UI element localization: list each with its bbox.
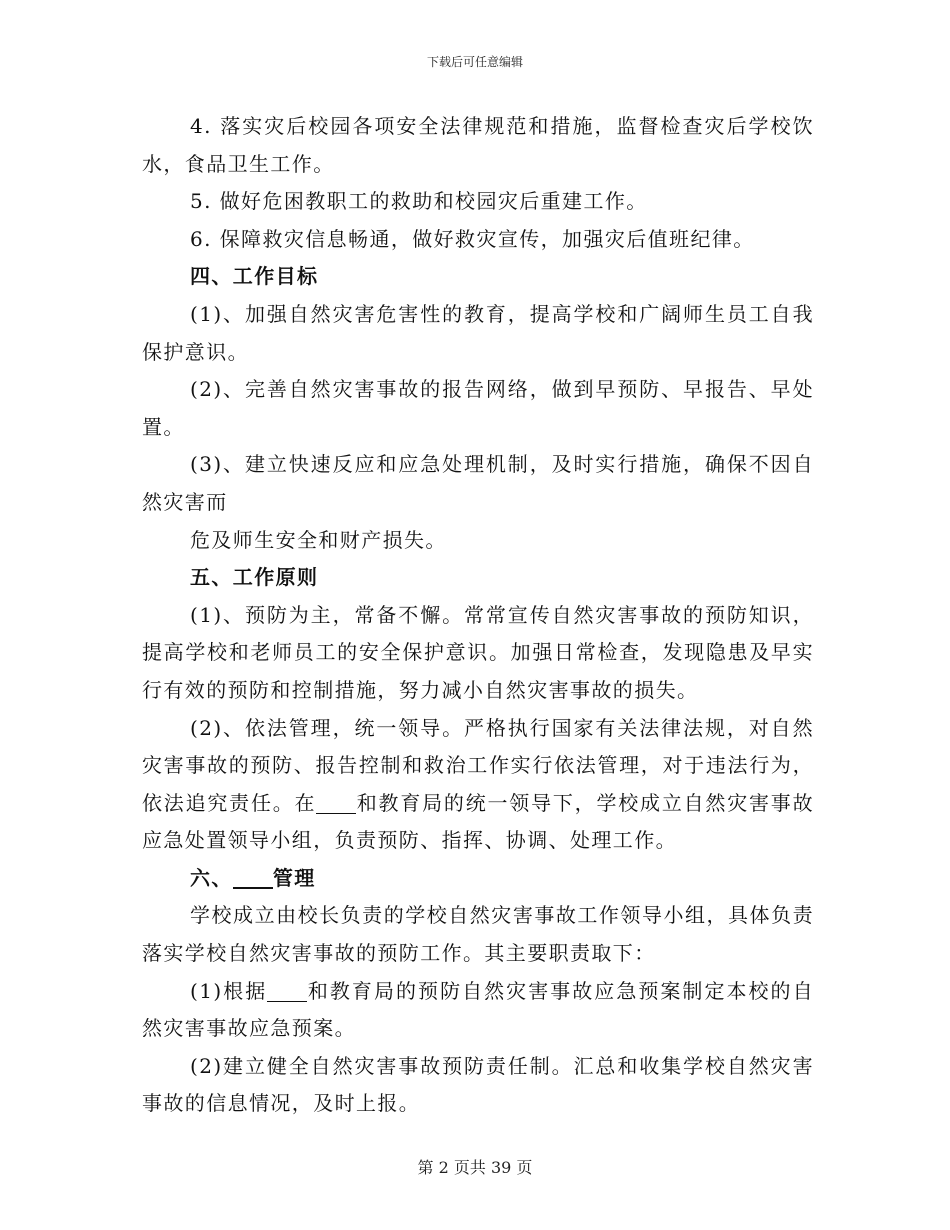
section-heading: 四、工作目标 bbox=[190, 264, 319, 289]
fill-in-blank bbox=[267, 979, 307, 1002]
heading-number: 六、 bbox=[190, 865, 233, 890]
paragraph-text: (1)根据 bbox=[190, 978, 268, 1003]
paragraph: 5. 做好危困教职工的救助和校园灾后重建工作。 bbox=[190, 189, 648, 214]
heading-text: 管理 bbox=[272, 865, 316, 890]
paragraph: (1)、预防为主，常备不懈。常常宣传自然灾害事故的预防知识，提高学校和老师员工的安全保护意识。加强日常检查，发现隐患及早实行有效的预防和控制措施，努力减小自然灾害事故的损失。 bbox=[142, 602, 814, 702]
paragraph-text: 和教育局的统一领导下，学校成立自然灾害事故应急处置领导小组，负责预防、指挥、协调、处理工作。 bbox=[142, 790, 814, 853]
paragraph: (2)、完善自然灾害事故的报告网络，做到早预防、早报告、早处置。 bbox=[142, 377, 814, 439]
section-heading bbox=[142, 860, 814, 898]
paragraph: (1)、加强自然灾害危害性的教育，提高学校和广阔师生员工自我保护意识。 bbox=[142, 301, 814, 364]
paragraph-text: (2)、依法管理，统一领导。严格执行国家有关法律法规，对自然灾害事故的预防、报告控制和救治工作实行依法管理，对于违法行为，依法追究责任。在 bbox=[142, 715, 814, 815]
page-header: 下载后可任意编辑 bbox=[426, 55, 523, 69]
paragraph-text: 和教育局的预防自然灾害事故应急预案制定本校的自然灾害事故应急预案。 bbox=[142, 978, 814, 1041]
document-body bbox=[142, 108, 814, 1123]
paragraph: 6. 保障救灾信息畅通，做好救灾宣传，加强灾后值班纪律。 bbox=[190, 226, 755, 251]
paragraph: 学校成立由校长负责的学校自然灾害事故工作领导小组，具体负责落实学校自然灾害事故的预防工作。其主要职责取下： bbox=[142, 903, 814, 966]
paragraph bbox=[142, 973, 814, 1048]
page-footer: 第 2 页共 39 页 bbox=[417, 1158, 533, 1177]
fill-in-blank bbox=[316, 791, 356, 814]
paragraph: (2)建立健全自然灾害事故预防责任制。汇总和收集学校自然灾害事故的信息情况，及时上报。 bbox=[142, 1053, 814, 1116]
paragraph bbox=[142, 710, 814, 860]
section-heading: 五、工作原则 bbox=[190, 565, 319, 590]
paragraph: 4. 落实灾后校园各项安全法律规范和措施，监督检查灾后学校饮水，食品卫生工作。 bbox=[142, 114, 814, 176]
paragraph: 危及师生安全和财产损失。 bbox=[190, 527, 447, 552]
fill-in-blank bbox=[233, 865, 273, 889]
paragraph: (3)、建立快速反应和应急处理机制，及时实行措施，确保不因自然灾害而 bbox=[142, 452, 814, 514]
